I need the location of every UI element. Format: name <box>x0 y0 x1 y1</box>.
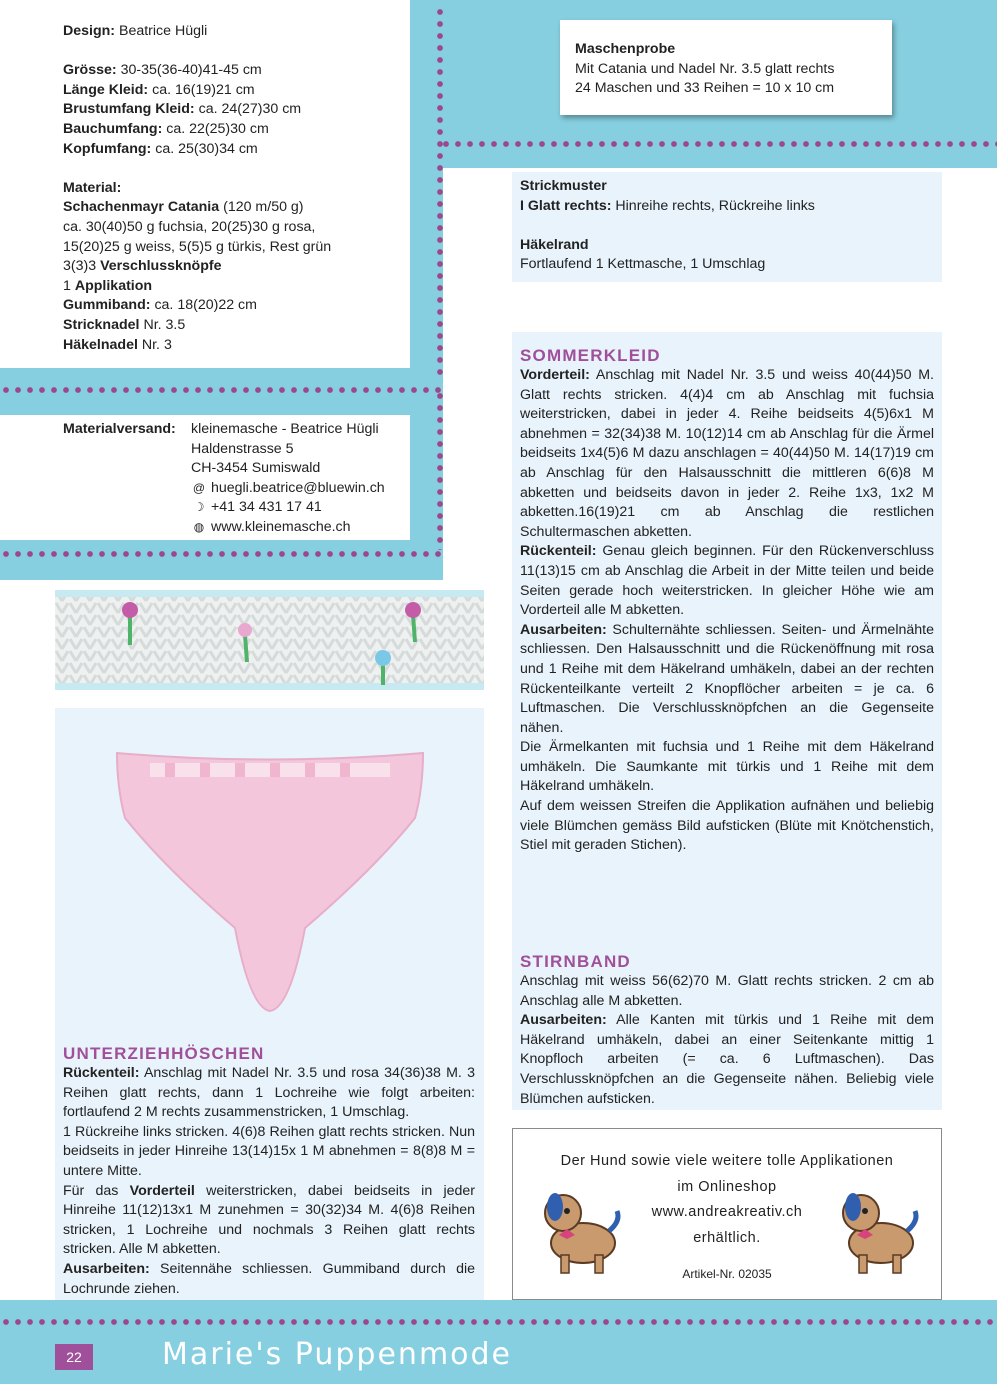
maschenprobe-card <box>560 20 892 115</box>
article-number: Artikel-Nr. 02035 <box>682 1267 772 1281</box>
needle-value: Nr. 3.5 <box>143 316 186 333</box>
applikation-count: 1 <box>63 277 71 294</box>
page-number: 22 <box>55 1344 93 1370</box>
hook-value: Nr. 3 <box>141 336 172 353</box>
material-line: ca. 30(40)50 g fuchsia, 20(25)30 g rosa, <box>63 218 316 235</box>
aermel-paragraph: Die Ärmelkanten mit fuchsia und 1 Reihe mit dem Häkelrand umhäkeln. Die Saumkante mit türkis und 1 Reihe mit dem Häkelrand umhäkeln. <box>520 739 934 795</box>
dotted-border <box>0 386 442 394</box>
applikation-paragraph: Auf dem weissen Streifen die Applikation aufnähen und beliebig viele Blümchen gemäss Bild aufsticken (Blüte mit Knötchenstich, Stiel mit geraden Stichen). <box>520 798 934 854</box>
size-value: ca. 25(30)34 cm <box>155 140 258 157</box>
phone-number: +41 34 431 17 41 <box>210 499 322 516</box>
unterzieh-ausarbeiten: Ausarbeiten: Seitennähe schliessen. Gummiband durch die Lochrunde ziehen. <box>63 1260 475 1297</box>
hook-label: Häkelnadel <box>63 336 138 353</box>
size-value: ca. 16(19)21 cm <box>152 81 255 98</box>
size-value: ca. 24(27)30 cm <box>198 101 302 118</box>
size-label: Kopfumfang: <box>63 140 152 157</box>
ad-line: erhältlich. <box>693 1229 761 1246</box>
unterzieh-p3: Für das Vorderteil weiterstricken, dabei beidseits in jeder Hinreihe 11(12)13x1 M zunehmen = 30(32)34 M. 4(6)8 Reihen stricken, 1 Lochreihe und nochmals 3 Reihen glatt rechts stricken. Alle M abketten. <box>63 1182 476 1258</box>
versand-line: CH-3454 Sumiswald <box>191 460 321 477</box>
needle-label: Stricknadel <box>63 316 140 333</box>
globe-icon: ◍ <box>193 519 205 534</box>
dotted-border <box>0 550 442 558</box>
ad-box <box>512 1128 942 1300</box>
material-heading: Material: <box>63 179 122 196</box>
design-label: Design: <box>63 23 116 39</box>
underpants-photo <box>55 708 484 1038</box>
versand-line: Haldenstrasse 5 <box>191 440 294 457</box>
versand-label: Materialversand: <box>63 421 176 437</box>
size-label: Länge Kleid: <box>63 81 149 98</box>
footer-title: Marie's Puppenmode <box>162 1337 513 1372</box>
dotted-border <box>436 390 444 550</box>
size-label: Bauchumfang: <box>63 120 163 137</box>
yarn-value: (120 m/50 g) <box>223 199 304 216</box>
unterzieh-panel <box>55 1038 484 1300</box>
stirnband-title: STIRNBAND <box>520 952 631 971</box>
gummi-value: ca. 18(20)22 cm <box>154 297 257 314</box>
knitted-strip-photo <box>55 590 484 690</box>
ausarbeiten-paragraph: Ausarbeiten: Schulternähte schliessen. Seiten- und Ärmelnähte schliessen. Den Halsausschnitt und die Rückenöffnung mit rosa und 1 Reihe mit dem Häkelrand umhäkeln, dabei an der rechten Rückenteilkante verteilt 2 Knopflöcher arbeiten = je ca. 6 Luftmaschen. Die Verschlussknöpfchen an die Gegenseite nähen. <box>520 621 934 736</box>
dotted-border <box>436 6 444 376</box>
applikation-label: Applikation <box>74 277 153 294</box>
haekelrand-title: Häkelrand <box>520 236 589 253</box>
rueckenteil-paragraph: Rückenteil: Genau gleich beginnen. Für den Rückenverschluss 11(13)15 cm ab Anschlag die Arbeit in der Mitte teilen und beide Seiten gerade hoch weiterstricken. In gleicher Höhe wie am Vorderteil alle M abketten. <box>520 543 934 619</box>
ad-line: Der Hund sowie viele weitere tolle Applikationen <box>560 1153 894 1169</box>
dotted-border <box>0 1318 997 1326</box>
unterzieh-title: UNTERZIEHHÖSCHEN <box>63 1044 265 1063</box>
phone-icon: ☽ <box>193 500 205 515</box>
maschenprobe-line: 24 Maschen und 33 Reihen = 10 x 10 cm <box>575 80 835 97</box>
glatt-value: Hinreihe rechts, Rückreihe links <box>615 197 815 214</box>
unterzieh-r-paragraph: Rückenteil: Anschlag mit Nadel Nr. 3.5 und rosa 34(36)38 M. 3 Reihen glatt rechts, dann 1 Lochreihe wie folgt arbeiten: fortlaufend 2 M rechts zusammenstricken, 1 Umschlag. <box>63 1065 475 1121</box>
web-link[interactable]: www.kleinemasche.ch <box>210 518 351 535</box>
gummi-label: Gummiband: <box>63 297 151 314</box>
buttons-label: Verschlussknöpfe <box>100 258 222 275</box>
material-line: 15(20)25 g weiss, 5(5)5 g türkis, Rest grün <box>63 238 332 255</box>
info-block <box>63 22 403 355</box>
maschenprobe-title: Maschenprobe <box>575 41 676 57</box>
dotted-border <box>440 140 997 148</box>
size-value: ca. 22(25)30 cm <box>166 120 269 137</box>
maschenprobe-line: Mit Catania und Nadel Nr. 3.5 glatt rechts <box>575 60 835 77</box>
sommerkleid-title: SOMMERKLEID <box>520 346 661 365</box>
unterzieh-p2: 1 Rückreihe links stricken. 4(6)8 Reihen glatt rechts stricken. Nun beidseits in jeder Hinreihe 13(14)15x 1 M abnehmen = 8(8)8 M = untere Mitte. <box>63 1123 475 1179</box>
yarn-label: Schachenmayr Catania <box>63 199 220 216</box>
size-label: Grösse: <box>63 62 117 79</box>
dog-applique-icon <box>533 1181 623 1281</box>
email-link[interactable]: huegli.beatrice@bluewin.ch <box>210 479 385 496</box>
versand-bottom-band <box>0 540 443 580</box>
strickmuster-panel <box>512 172 942 282</box>
stirnband-ausarbeiten: Ausarbeiten: Alle Kanten mit türkis und 1 Reihe mit dem Häkelrand umhäkeln, dabei an einer Seitenkante mittig 1 Knopfloch arbeiten (= ca. 6 Luftmaschen). Das Verschlussknöpfchen an die Gegenseite nähen. Beliebig viele Blümchen aufsticken. <box>520 1012 934 1107</box>
haekelrand-value: Fortlaufend 1 Kettmasche, 1 Umschlag <box>520 256 766 273</box>
strickmuster-title: Strickmuster <box>520 178 607 194</box>
sommerkleid-panel <box>512 332 942 1110</box>
ad-line: im Onlineshop <box>677 1178 777 1195</box>
at-icon: @ <box>192 480 206 495</box>
buttons-count: 3(3)3 <box>63 258 97 275</box>
size-label: Brustumfang Kleid: <box>63 101 195 118</box>
dog-applique-icon <box>831 1181 921 1281</box>
versand-line: kleinemasche - Beatrice Hügli <box>191 421 379 437</box>
size-value: 30-35(36-40)41-45 cm <box>120 62 262 79</box>
stirnband-paragraph: Anschlag mit weiss 56(62)70 M. Glatt rechts stricken. 2 cm ab Anschlag alle M abketten. <box>520 973 934 1009</box>
glatt-label: I Glatt rechts: <box>520 197 612 214</box>
design-value: Beatrice Hügli <box>118 23 208 39</box>
ad-link[interactable]: www.andreakreativ.ch <box>651 1204 803 1220</box>
vorderteil-paragraph: Vorderteil: Anschlag mit Nadel Nr. 3.5 und weiss 40(44)50 M. Glatt rechts stricken. 4(4)4 cm ab Anschlag mit fuchsia weiterstricken, dabei in jeder 4. Reihe beidseits 4(5)6x1 M abnehmen = 32(34)38 M. 10(12)14 cm ab Anschlag für die Ärmel beidseits 1x4(5)6 M dazu anschlagen = 40(44)50 M. 14(17)19 cm ab Anschlag für den Halsausschnitt die mittleren 6(6)8 M abketten und beidseits davon in jeder 2. Reihe 1x3, 1x2 M abketten.16(19)21 cm ab Anschlag die restlichen Schultermaschen abketten. <box>520 367 934 540</box>
